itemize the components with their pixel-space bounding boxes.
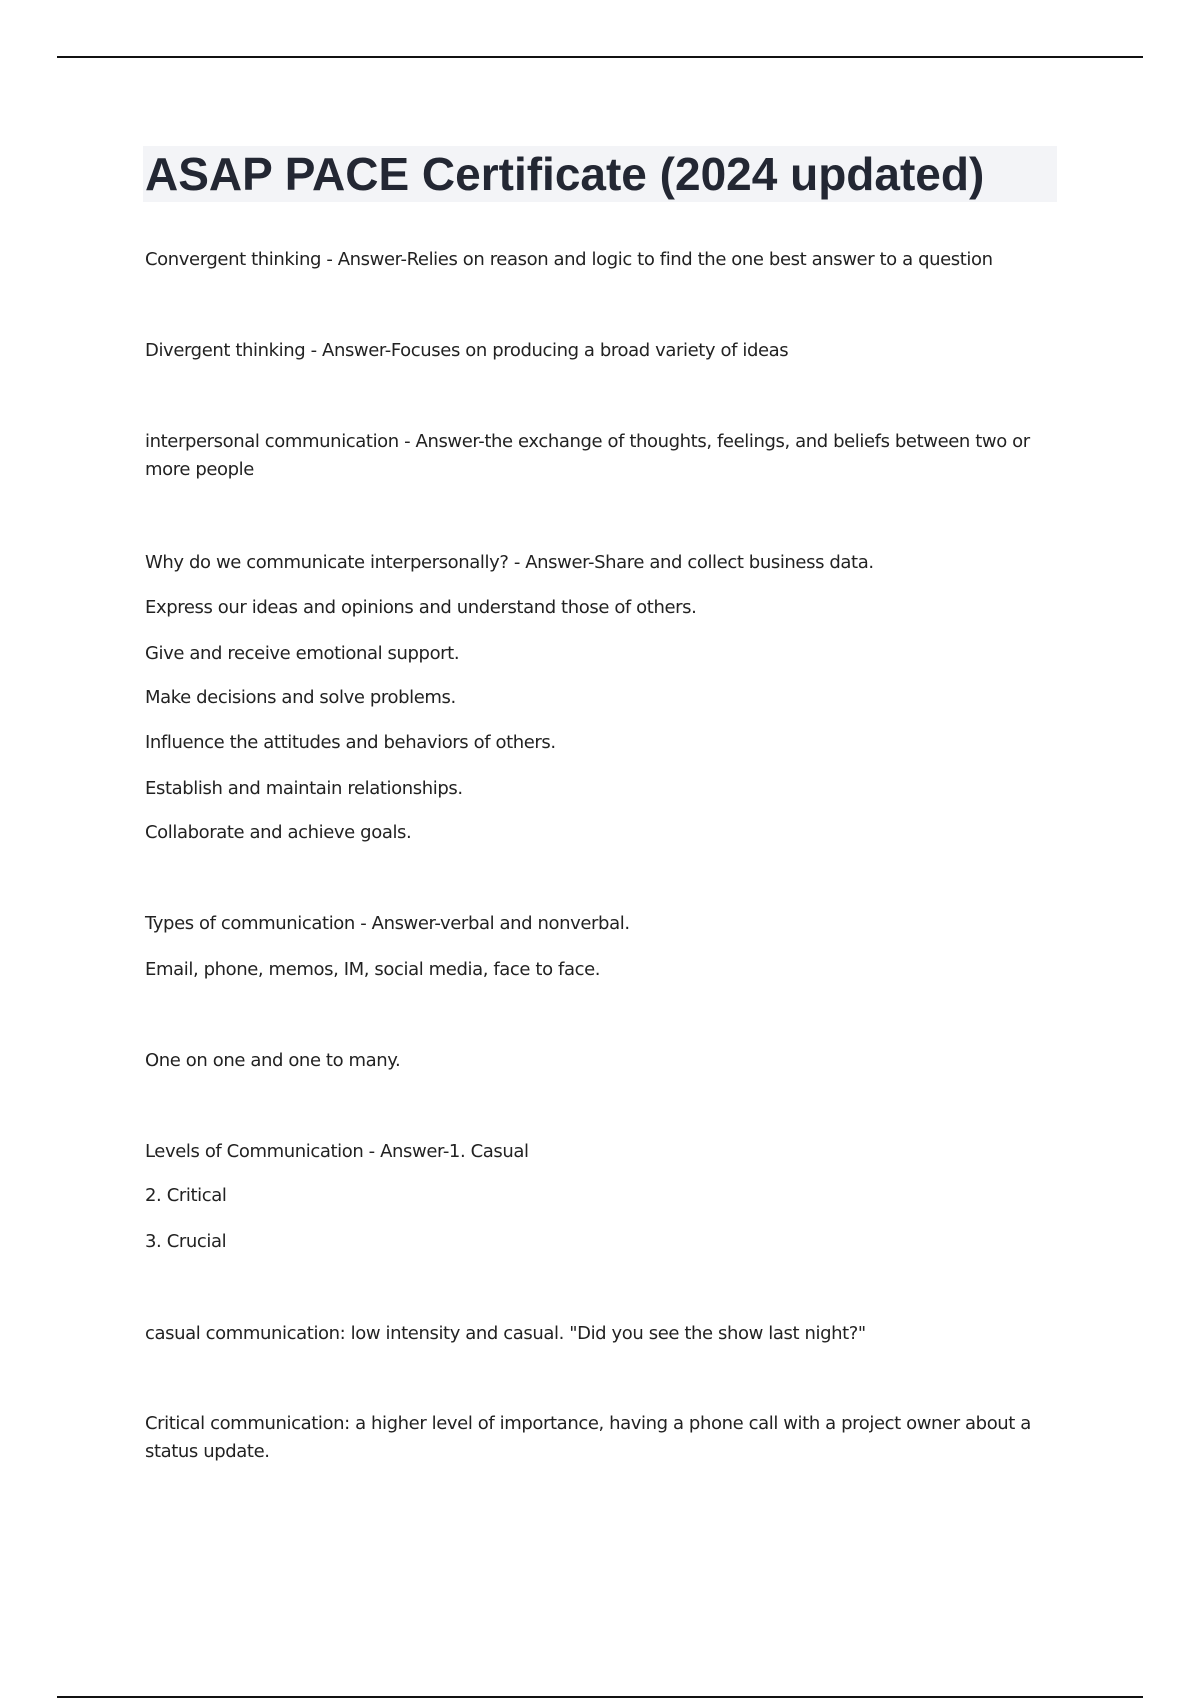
entry-influence-attitudes: Influence the attitudes and behaviors of others.: [145, 732, 556, 753]
entry-one-on-one: One on one and one to many.: [145, 1050, 401, 1071]
entry-casual-communication: casual communication: low intensity and casual. "Did you see the show last night?": [145, 1323, 866, 1344]
entry-emotional-support: Give and receive emotional support.: [145, 643, 460, 664]
entry-maintain-relationships: Establish and maintain relationships.: [145, 778, 463, 799]
entry-collaborate: Collaborate and achieve goals.: [145, 822, 412, 843]
top-rule: [57, 56, 1143, 58]
entry-communication-channels: Email, phone, memos, IM, social media, face to face.: [145, 959, 601, 980]
entry-level-crucial: 3. Crucial: [145, 1231, 227, 1252]
entry-types-of-communication: Types of communication - Answer-verbal and nonverbal.: [145, 913, 630, 934]
entry-levels-of-communication: Levels of Communication - Answer-1. Casual: [145, 1141, 529, 1162]
entry-interpersonal-communication: interpersonal communication - Answer-the exchange of thoughts, feelings, and beliefs between two or more people: [145, 431, 1030, 480]
entry-convergent-thinking: Convergent thinking - Answer-Relies on reason and logic to find the one best answer to a question: [145, 249, 993, 270]
page-title: ASAP PACE Certificate (2024 updated): [145, 148, 985, 200]
entry-why-communicate: Why do we communicate interpersonally? - Answer-Share and collect business data.: [145, 552, 874, 573]
title-highlight: [143, 146, 1057, 202]
entry-make-decisions: Make decisions and solve problems.: [145, 687, 456, 708]
bottom-rule: [57, 1696, 1143, 1698]
entry-divergent-thinking: Divergent thinking - Answer-Focuses on producing a broad variety of ideas: [145, 340, 789, 361]
entry-level-critical: 2. Critical: [145, 1185, 227, 1206]
entry-express-ideas: Express our ideas and opinions and understand those of others.: [145, 597, 697, 618]
entry-critical-communication: Critical communication: a higher level of importance, having a phone call with a project owner about a status update.: [145, 1413, 1031, 1462]
